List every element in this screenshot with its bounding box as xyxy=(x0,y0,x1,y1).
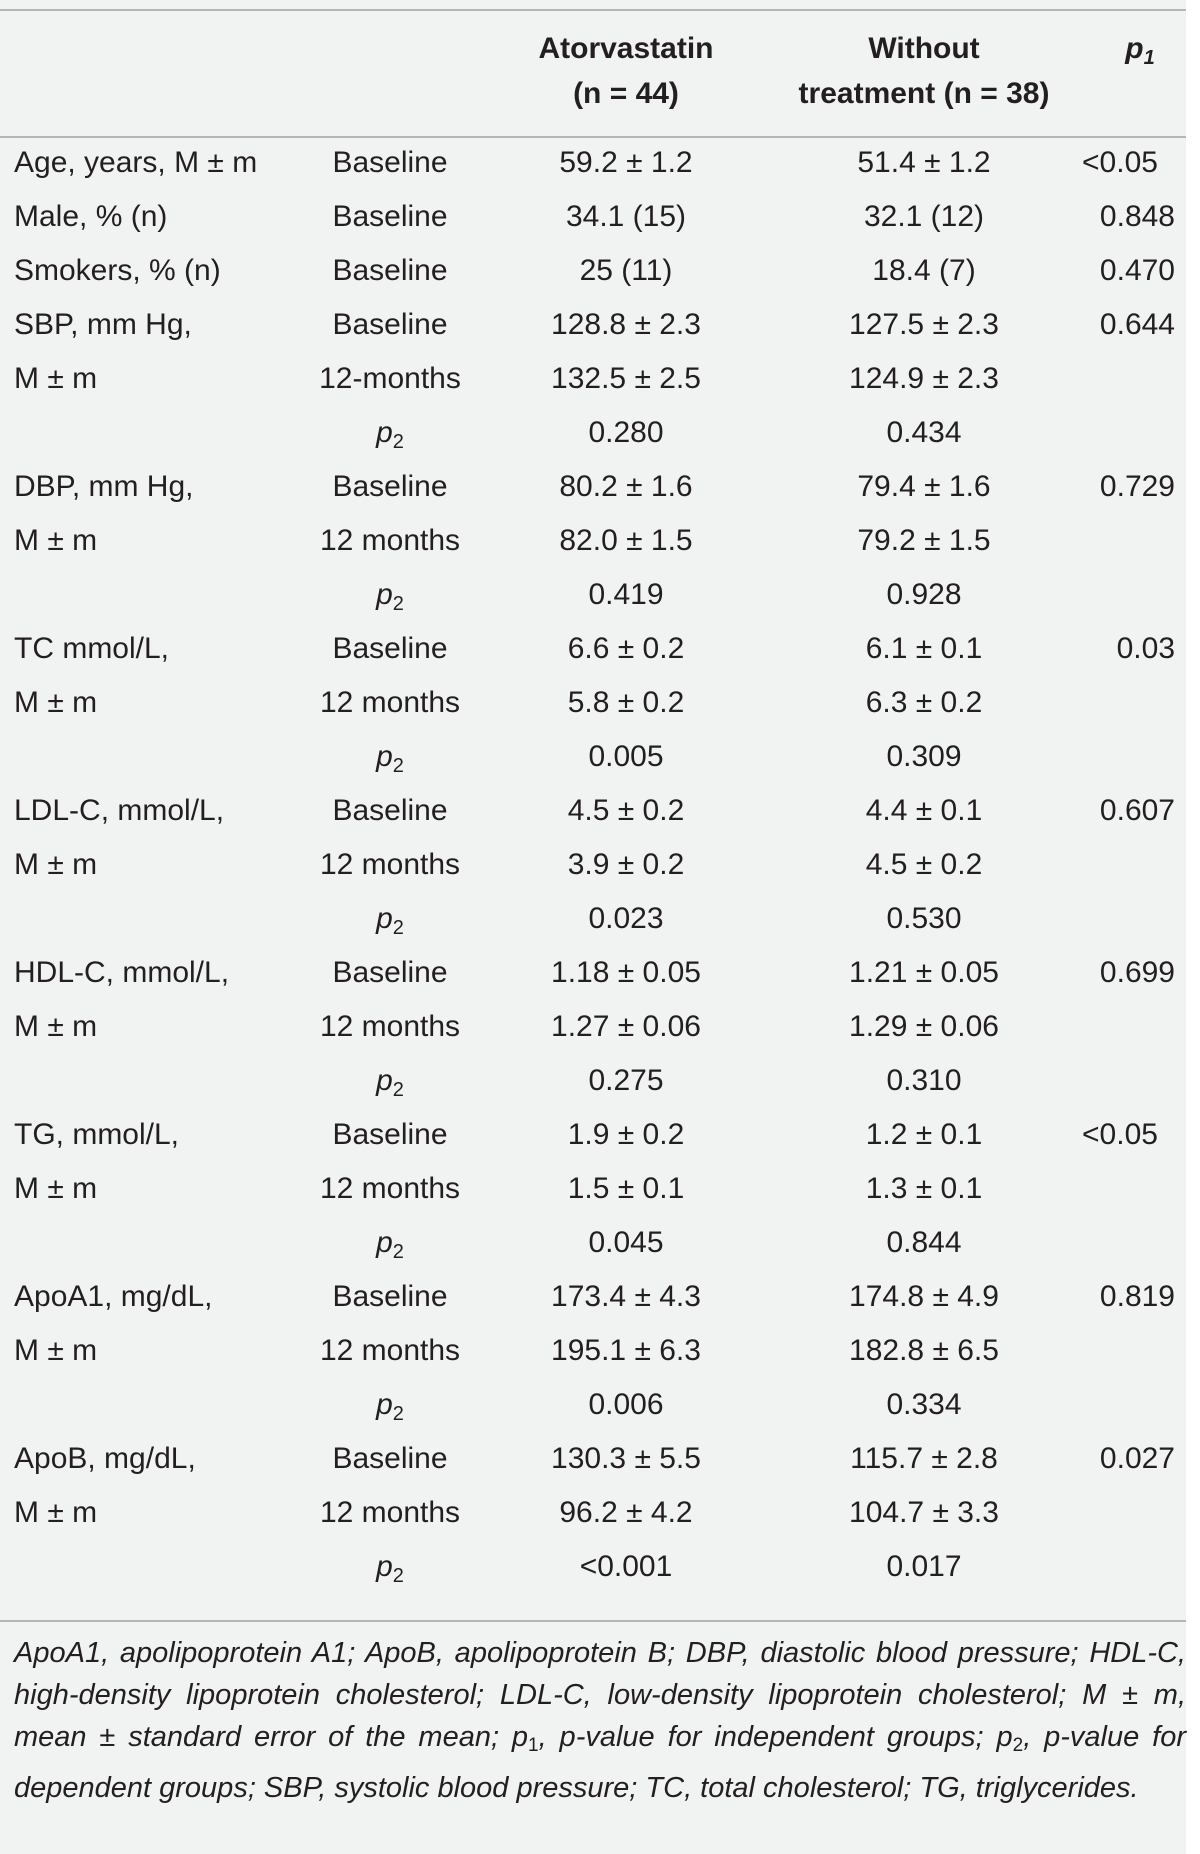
row-label: M ± m xyxy=(14,1334,98,1367)
row-timepoint: Baseline xyxy=(332,1442,448,1475)
row-label: M ± m xyxy=(14,848,98,881)
atorvastatin-value: 0.045 xyxy=(588,1226,664,1259)
table-footnote: ApoA1, apolipoprotein A1; ApoB, apolipoprotein B; DBP, diastolic blood pressure; HDL-C, high-density lipoprotein cholesterol; LDL-C, low-density lipoprotein cholesterol; M ± m, mean ± standard error of the mean; $p_1$, p-value for independent groups; $p_2$, p-value for dependent groups; SBP, systolic blood pressure; TC, total cholesterol; TG, triglycerides. xyxy=(14,1637,1186,1804)
p1-value: 0.03 xyxy=(1116,632,1175,665)
row-timepoint: 12 months xyxy=(319,848,461,881)
p1-value: 0.819 xyxy=(1099,1280,1175,1313)
atorvastatin-value: 82.0 ± 1.5 xyxy=(559,524,693,557)
atorvastatin-value: 1.27 ± 0.06 xyxy=(551,1010,701,1043)
table-row xyxy=(0,676,1186,730)
without-treatment-value: 0.928 xyxy=(886,578,962,611)
p1-value: 0.644 xyxy=(1099,308,1175,341)
atorvastatin-value: 130.3 ± 5.5 xyxy=(551,1442,701,1475)
p1-value: <0.05 xyxy=(1082,146,1158,179)
p2-label: $p_2$ xyxy=(376,578,404,615)
table-row xyxy=(0,136,1186,190)
table-row xyxy=(0,460,1186,514)
without-treatment-value: 79.4 ± 1.6 xyxy=(857,470,991,503)
row-timepoint: 12 months xyxy=(319,1172,461,1205)
p1-value: 0.607 xyxy=(1099,794,1175,827)
table-row xyxy=(0,1162,1186,1216)
without-treatment-value: 6.3 ± 0.2 xyxy=(865,686,983,719)
without-treatment-value: 18.4 (7) xyxy=(872,254,976,287)
row-timepoint: Baseline xyxy=(332,200,448,233)
row-label: Male, % (n) xyxy=(14,200,168,233)
atorvastatin-value: 0.280 xyxy=(588,416,664,449)
table-row xyxy=(0,838,1186,892)
table-row xyxy=(0,298,1186,352)
p2-label: $p_2$ xyxy=(376,740,404,777)
table-row xyxy=(0,1378,1186,1432)
p2-label: $p_2$ xyxy=(376,902,404,939)
row-label: M ± m xyxy=(14,1172,98,1205)
atorvastatin-value: 173.4 ± 4.3 xyxy=(551,1280,701,1313)
atorvastatin-value: 0.023 xyxy=(588,902,664,935)
header-without-line2: treatment (n = 38) xyxy=(798,77,1050,110)
without-treatment-value: 0.530 xyxy=(886,902,962,935)
table-row xyxy=(0,1054,1186,1108)
top-rule xyxy=(0,9,1186,11)
header-atorvastatin-line1: Atorvastatin xyxy=(538,32,714,65)
row-timepoint: 12 months xyxy=(319,1334,461,1367)
atorvastatin-value: 6.6 ± 0.2 xyxy=(567,632,685,665)
without-treatment-value: 0.310 xyxy=(886,1064,962,1097)
atorvastatin-value: 128.8 ± 2.3 xyxy=(551,308,701,341)
row-timepoint: Baseline xyxy=(332,632,448,665)
atorvastatin-value: 59.2 ± 1.2 xyxy=(559,146,693,179)
atorvastatin-value: 3.9 ± 0.2 xyxy=(567,848,685,881)
atorvastatin-value: 1.5 ± 0.1 xyxy=(567,1172,685,1205)
row-label: M ± m xyxy=(14,524,98,557)
row-timepoint: 12-months xyxy=(319,362,461,395)
atorvastatin-value: 132.5 ± 2.5 xyxy=(551,362,701,395)
table-row xyxy=(0,406,1186,460)
table-row xyxy=(0,244,1186,298)
atorvastatin-value: 0.275 xyxy=(588,1064,664,1097)
row-timepoint: Baseline xyxy=(332,1118,448,1151)
p1-value: <0.05 xyxy=(1082,1118,1158,1151)
row-label: LDL-C, mmol/L, xyxy=(14,794,225,827)
row-label: Age, years, M ± m xyxy=(14,146,258,179)
table-row xyxy=(0,946,1186,1000)
without-treatment-value: 0.017 xyxy=(886,1550,962,1583)
atorvastatin-value: 5.8 ± 0.2 xyxy=(567,686,685,719)
without-treatment-value: 1.21 ± 0.05 xyxy=(849,956,999,989)
without-treatment-value: 51.4 ± 1.2 xyxy=(857,146,991,179)
row-label: HDL-C, mmol/L, xyxy=(14,956,230,989)
without-treatment-value: 0.309 xyxy=(886,740,962,773)
table-row xyxy=(0,1324,1186,1378)
without-treatment-value: 104.7 ± 3.3 xyxy=(849,1496,999,1529)
table-row xyxy=(0,622,1186,676)
table-row xyxy=(0,1432,1186,1486)
row-label: M ± m xyxy=(14,362,98,395)
table-row xyxy=(0,1108,1186,1162)
without-treatment-value: 0.334 xyxy=(886,1388,962,1421)
p2-label: $p_2$ xyxy=(376,416,404,453)
without-treatment-value: 182.8 ± 6.5 xyxy=(849,1334,999,1367)
without-treatment-value: 79.2 ± 1.5 xyxy=(857,524,991,557)
p1-value: 0.729 xyxy=(1099,470,1175,503)
without-treatment-value: 1.2 ± 0.1 xyxy=(865,1118,983,1151)
atorvastatin-value: 0.005 xyxy=(588,740,664,773)
table-row xyxy=(0,730,1186,784)
atorvastatin-value: 25 (11) xyxy=(579,254,673,287)
table-row xyxy=(0,784,1186,838)
without-treatment-value: 127.5 ± 2.3 xyxy=(849,308,999,341)
p1-value: 0.699 xyxy=(1099,956,1175,989)
row-label: Smokers, % (n) xyxy=(14,254,221,287)
without-treatment-value: 4.5 ± 0.2 xyxy=(865,848,983,881)
table-row xyxy=(0,892,1186,946)
atorvastatin-value: 1.9 ± 0.2 xyxy=(567,1118,685,1151)
p2-label: $p_2$ xyxy=(376,1388,404,1425)
atorvastatin-value: 1.18 ± 0.05 xyxy=(551,956,701,989)
row-timepoint: Baseline xyxy=(332,470,448,503)
row-label: M ± m xyxy=(14,1010,98,1043)
row-label: TG, mmol/L, xyxy=(14,1118,180,1151)
p2-label: $p_2$ xyxy=(376,1064,404,1101)
p1-value: 0.848 xyxy=(1099,200,1175,233)
table-row xyxy=(0,1270,1186,1324)
row-label: DBP, mm Hg, xyxy=(14,470,194,503)
atorvastatin-value: 96.2 ± 4.2 xyxy=(559,1496,693,1529)
header-atorvastatin-line2: (n = 44) xyxy=(573,77,679,110)
atorvastatin-value: 34.1 (15) xyxy=(565,200,687,233)
p1-value: 0.027 xyxy=(1099,1442,1175,1475)
header-without-treatment xyxy=(775,26,1073,116)
header-without-line1: Without xyxy=(868,32,980,65)
table-row xyxy=(0,1486,1186,1540)
row-label: TC mmol/L, xyxy=(14,632,170,665)
header-p1-label: $p_1$ xyxy=(1125,32,1155,69)
table-row xyxy=(0,1216,1186,1270)
row-timepoint: Baseline xyxy=(332,146,448,179)
without-treatment-value: 1.29 ± 0.06 xyxy=(849,1010,999,1043)
without-treatment-value: 174.8 ± 4.9 xyxy=(849,1280,999,1313)
atorvastatin-value: 0.006 xyxy=(588,1388,664,1421)
atorvastatin-value: <0.001 xyxy=(579,1550,673,1583)
table-row xyxy=(0,568,1186,622)
row-label: M ± m xyxy=(14,1496,98,1529)
atorvastatin-value: 195.1 ± 6.3 xyxy=(551,1334,701,1367)
row-timepoint: 12 months xyxy=(319,686,461,719)
header-atorvastatin xyxy=(500,26,752,116)
without-treatment-value: 6.1 ± 0.1 xyxy=(865,632,983,665)
table-row xyxy=(0,514,1186,568)
atorvastatin-value: 4.5 ± 0.2 xyxy=(567,794,685,827)
table-row xyxy=(0,1540,1186,1594)
atorvastatin-value: 80.2 ± 1.6 xyxy=(559,470,693,503)
without-treatment-value: 115.7 ± 2.8 xyxy=(850,1442,998,1475)
p2-label: $p_2$ xyxy=(376,1226,404,1263)
bottom-rule xyxy=(0,1620,1186,1622)
table-row xyxy=(0,352,1186,406)
row-timepoint xyxy=(295,1540,485,1603)
p2-label: $p_2$ xyxy=(376,1550,404,1587)
row-timepoint: Baseline xyxy=(332,1280,448,1313)
row-timepoint: 12 months xyxy=(319,1496,461,1529)
row-label: M ± m xyxy=(14,686,98,719)
row-timepoint: Baseline xyxy=(332,308,448,341)
without-treatment-value: 124.9 ± 2.3 xyxy=(849,362,999,395)
header-p1 xyxy=(1100,26,1180,81)
table-row xyxy=(0,1000,1186,1054)
without-treatment-value: 0.434 xyxy=(886,416,962,449)
p1-value: 0.470 xyxy=(1099,254,1175,287)
row-timepoint: 12 months xyxy=(319,1010,461,1043)
without-treatment-value: 1.3 ± 0.1 xyxy=(865,1172,983,1205)
without-treatment-value: 4.4 ± 0.1 xyxy=(865,794,983,827)
row-timepoint: Baseline xyxy=(332,794,448,827)
row-timepoint: Baseline xyxy=(332,956,448,989)
row-label: ApoB, mg/dL, xyxy=(14,1442,196,1475)
row-timepoint: 12 months xyxy=(319,524,461,557)
row-label: SBP, mm Hg, xyxy=(14,308,192,341)
table-row xyxy=(0,190,1186,244)
atorvastatin-value: 0.419 xyxy=(588,578,664,611)
without-treatment-value: 0.844 xyxy=(886,1226,962,1259)
row-timepoint: Baseline xyxy=(332,254,448,287)
row-label: ApoA1, mg/dL, xyxy=(14,1280,213,1313)
without-treatment-value: 32.1 (12) xyxy=(863,200,985,233)
